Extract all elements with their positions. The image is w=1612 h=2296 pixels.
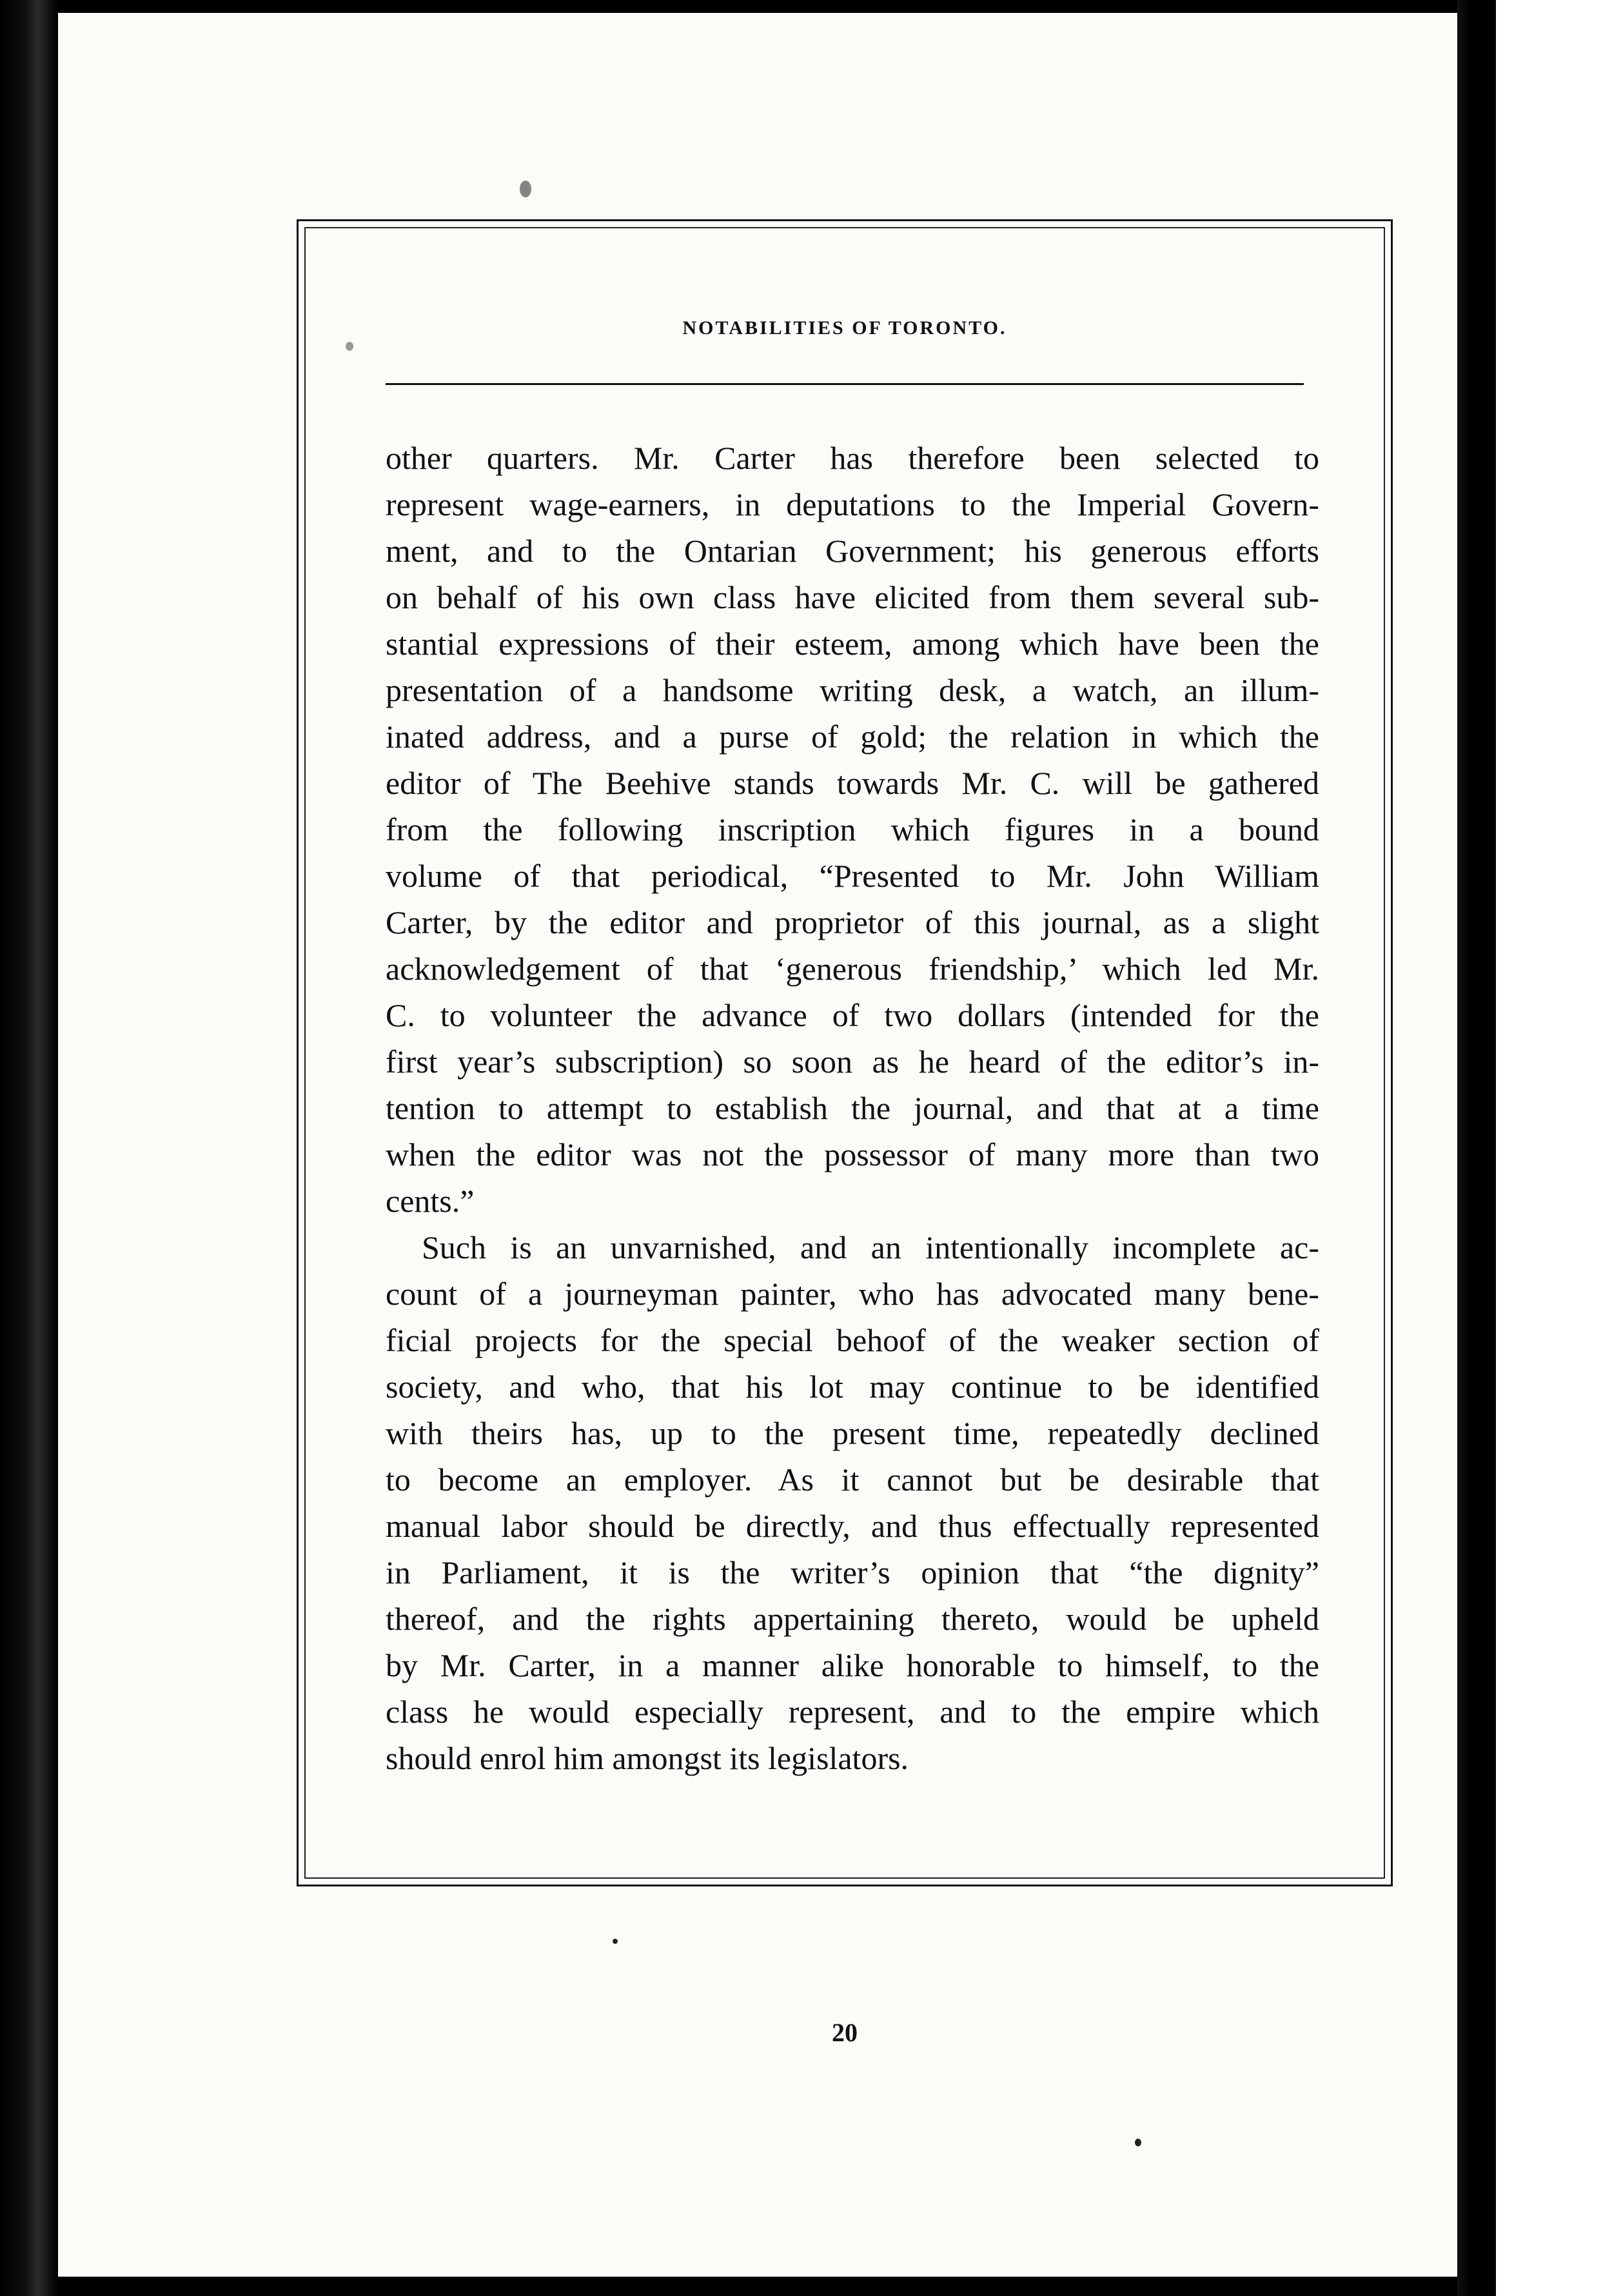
text-line: class he would especially represent, and to the empire which: [386, 1694, 1319, 1730]
text-line: should enrol him amongst its legislators.: [386, 1740, 909, 1776]
text-line: in Parliament, it is the writer’s opinion that “the dignity”: [386, 1554, 1319, 1590]
text-line: inated address, and a purse of gold; the relation in which the: [386, 718, 1319, 755]
header-rule: [386, 383, 1304, 385]
page-number: 20: [832, 2018, 858, 2047]
text-line: tention to attempt to establish the journal, and that at a time: [386, 1090, 1319, 1126]
text-line: with theirs has, up to the present time, repeatedly declined: [386, 1415, 1319, 1451]
text-line: ficial projects for the special behoof of the weaker section of: [386, 1322, 1319, 1358]
text-line: presentation of a handsome writing desk, a watch, an illum-: [386, 672, 1319, 708]
text-line: on behalf of his own class have elicited from them several sub-: [386, 579, 1319, 615]
text-line: editor of The Beehive stands towards Mr. C. will be gathered: [386, 765, 1319, 801]
text-line: cents.”: [386, 1183, 475, 1219]
text-line: Carter, by the editor and proprietor of this journal, as a slight: [386, 904, 1319, 940]
text-line: Such is an unvarnished, and an intentionally incomplete ac-: [422, 1229, 1319, 1265]
right-scan-edge: [1457, 0, 1612, 2296]
text-line: C. to volunteer the advance of two dollars (intended for the: [386, 997, 1319, 1033]
text-line: thereof, and the rights appertaining thereto, would be upheld: [386, 1601, 1319, 1637]
text-line: manual labor should be directly, and thus effectually represented: [386, 1508, 1319, 1544]
text-line: stantial expressions of their esteem, among which have been the: [386, 626, 1319, 662]
text-line: ment, and to the Ontarian Government; his generous efforts: [386, 533, 1319, 569]
scan-speck: [346, 342, 353, 351]
scan-speck: [520, 181, 531, 197]
text-line: by Mr. Carter, in a manner alike honorable to himself, to the: [386, 1647, 1319, 1683]
text-line: when the editor was not the possessor of many more than two: [386, 1136, 1319, 1173]
text-line: volume of that periodical, “Presented to Mr. John William: [386, 858, 1319, 894]
scan-speck: [1135, 2139, 1141, 2146]
text-line: to become an employer. As it cannot but be desirable that: [386, 1461, 1319, 1498]
left-scan-edge: [0, 0, 58, 2296]
text-line: count of a journeyman painter, who has advocated many bene-: [386, 1276, 1319, 1312]
text-line: from the following inscription which figures in a bound: [386, 811, 1319, 847]
scan-speck: [613, 1939, 618, 1944]
body-text: [386, 435, 1319, 1781]
text-line: other quarters. Mr. Carter has therefore been selected to: [386, 440, 1319, 476]
text-line: represent wage-earners, in deputations to the Imperial Govern-: [386, 486, 1319, 522]
text-line: acknowledgement of that ‘generous friendship,’ which led Mr.: [386, 951, 1319, 987]
text-line: first year’s subscription) so soon as he heard of the editor’s in-: [386, 1044, 1319, 1080]
running-head: NOTABILITIES OF TORONTO.: [682, 317, 1007, 339]
text-line: society, and who, that his lot may continue to be identified: [386, 1369, 1319, 1405]
